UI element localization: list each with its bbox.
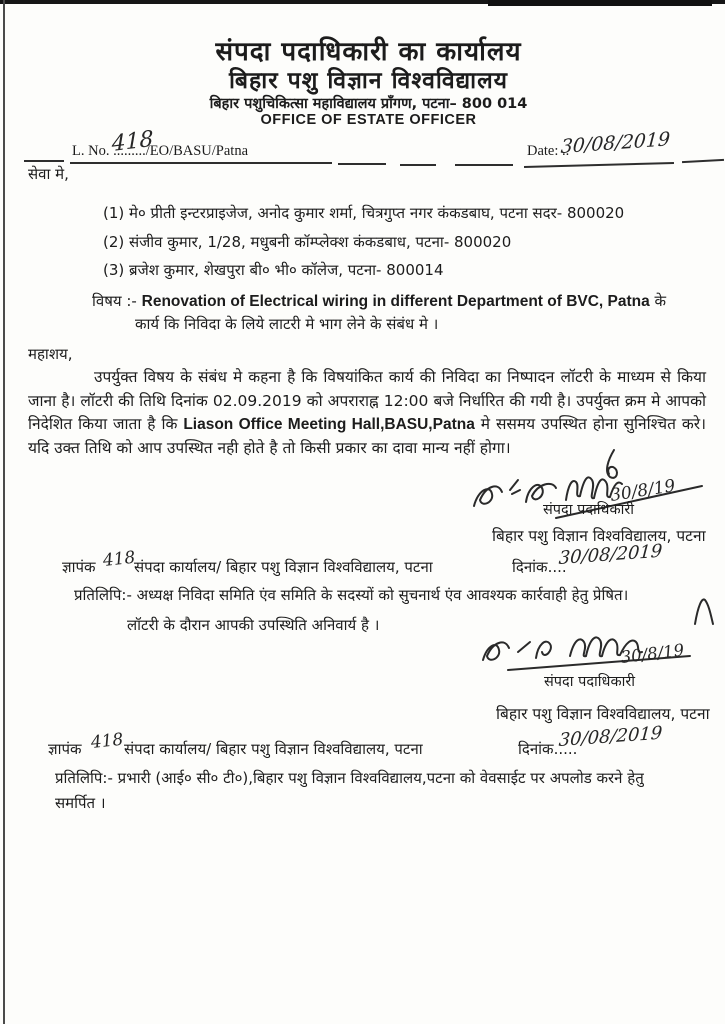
subject-line2: कार्य कि निविदा के लिये लाटरी मे भाग लेने के संबंध मे । [135,315,439,333]
subject-block [92,290,706,335]
memo1-label: ज्ञापंक [62,558,96,576]
letter-no-suffix: ...../EO/BASU/Patna [127,143,249,159]
ruling-line [455,164,513,166]
letter-no-label: L. No. .... [72,143,128,159]
memo1-text: संपदा कार्यालय/ बिहार पशु विज्ञान विश्वविद्यालय, पटना [134,558,433,576]
subject-text-en: Renovation of Electrical wiring in different Department of BVC, Patna [141,293,650,310]
subject-label: विषय :- [92,292,137,310]
lottery-attendance-note: लॉटरी के दौरान आपकी उपस्थिति अनिवार्य है । [127,616,380,634]
caret-mark [692,594,716,626]
signature1-designation: संपदा पदाधिकारी [543,502,635,518]
memo1-number-handwritten: 418 [101,547,137,571]
copy-note-2: प्रतिलिपि:- प्रभारी (आई० सी० टी०),बिहार पशु विज्ञान विश्वविद्यालय,पटना को वेवसाईट पर अपलोड करने हेतु समर्पित । [55,769,644,812]
date-label: Date: .. [527,143,570,159]
signature2-date-handwritten: 30/8/19 [619,640,686,667]
memo2-label: ज्ञापंक [48,740,82,758]
addressee-line-2: (2) संजीव कुमार, 1/28, मधुबनी कॉम्प्लेक्श कंकडबाध, पटना- 800020 [103,233,512,251]
scan-top-edge-dark [488,0,712,6]
body-part1: उपर्युक्त विषय के संबंध मे कहना है कि विषयांकित कार्य की निविदा का निष्पादन लॉटरी के माध्यम से किया जाना है। लॉटरी की तिथि दिनांक 02.09.2019 को अपराराह्न 12:00 बजे निर्धारित की गयी है। उपर्युक्त क्रम मे आपको निदेशित किया जाता है कि [28,368,706,433]
scan-left-edge [3,0,5,1024]
salutation: सेवा मे, [28,165,69,183]
university-name-hi: बिहार पशु विज्ञान विश्वविद्यालय [228,68,509,94]
memo2-date-label: दिनांक..... [518,740,578,758]
date-handwritten: 30/08/2019 [560,128,671,158]
body-paragraph [28,366,706,460]
memo1-date-label: दिनांक.... [512,558,567,576]
ruling-line [400,164,436,166]
ruling-line [70,162,332,164]
ruling-line [682,159,724,163]
ruling-line [338,163,386,165]
campus-address: बिहार पशुचिकित्सा महाविद्यालय प्राँगण, पटना– 800 014 [209,96,528,112]
letter-no-handwritten: 418 [111,126,154,157]
ruling-line [24,160,64,162]
memo2-number-handwritten: 418 [89,729,125,753]
addressee-line-3: (3) ब्रजेश कुमार, शेखपुरा बी० भी० कॉलेज, पटना- 800014 [103,261,444,279]
meeting-hall-en: Liason Office Meeting Hall,BASU,Patna [183,416,475,433]
greeting: महाशय, [28,345,73,363]
addressee-line-1: (1) मे० प्रीती इन्टरप्राइजेज, अनोद कुमार शर्मा, चित्रगुप्त नगर कंकडबाघ, पटना सदर- 800020 [103,204,625,222]
signature1-date-handwritten: 30/8/19 [608,475,677,506]
memo2-date-handwritten: 30/08/2019 [558,722,663,751]
memo1-date-handwritten: 30/08/2019 [558,540,663,569]
subject-tail: के [649,292,667,310]
letter-no-line [72,143,248,160]
ruling-line [524,162,674,168]
signature1-organization: बिहार पशु विज्ञान विश्वविद्यालय, पटना [492,527,706,545]
copy-note-1: प्रतिलिपि:- अध्यक्ष निविदा समिति एंव समिति के सदस्यों को सुचनार्थ एंव आवश्यक कार्रवाही हेतु प्रेषित। [74,586,629,604]
body-part2: मे ससमय उपस्थित होना सुनिश्चित करे। यदि उक्त तिथि को आप उपस्थित नही होते है तो किसी प्रकार का दावा मान्य नहीं होगा। [28,415,706,457]
signature2-organization: बिहार पशु विज्ञान विश्वविद्यालय, पटना [496,705,710,723]
signature2-designation: संपदा पदाधिकारी [544,674,636,690]
memo2-text: संपदा कार्यालय/ बिहार पशु विज्ञान विश्वविद्यालय, पटना [124,740,423,758]
office-title-en: OFFICE OF ESTATE OFFICER [260,112,477,128]
office-title-hi: संपदा पदाधिकारी का कार्यालय [215,37,522,67]
